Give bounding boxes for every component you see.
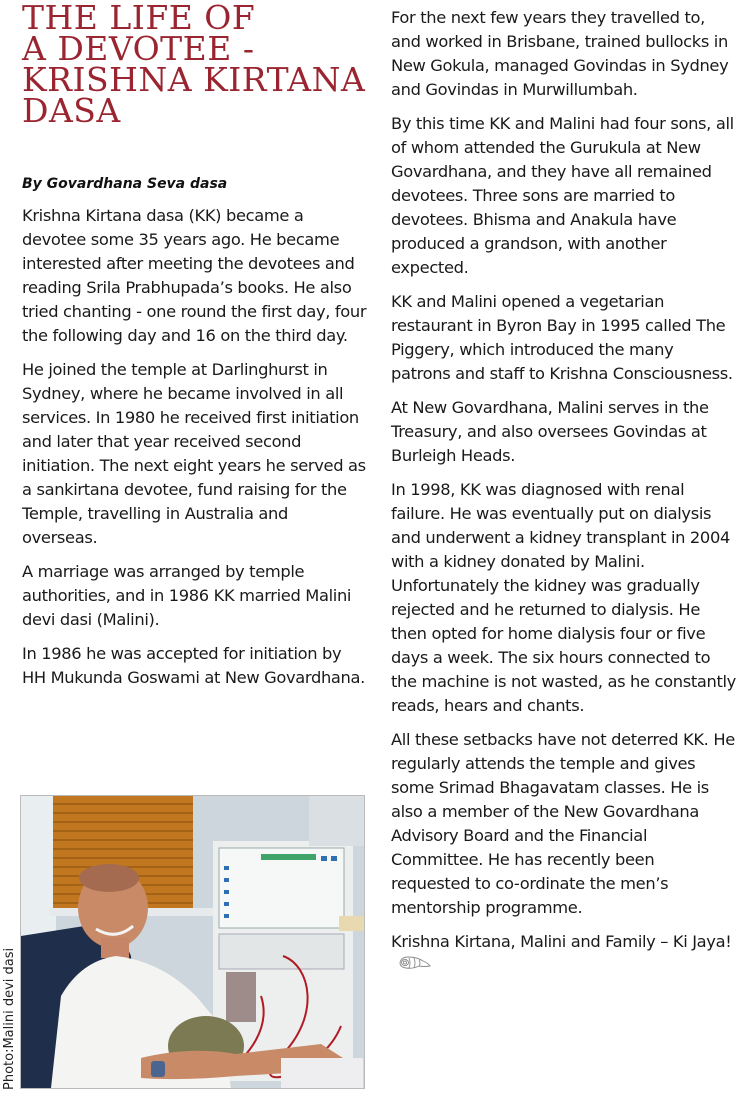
- byline: By Govardhana Seva dasa: [22, 176, 228, 192]
- right-column: [391, 6, 736, 989]
- closing-text: Krishna Kirtana, Malini and Family – Ki Jaya!: [391, 932, 732, 951]
- paragraph: By this time KK and Malini had four sons, all of whom attended the Gurukula at New Govardhana, and they have all remained devotees. Three sons are married to devotees. Bhisma and Anakula have produced a grandson, with another expected.: [391, 114, 734, 277]
- paragraph: Krishna Kirtana dasa (KK) became a devotee some 35 years ago. He became interested after meeting the devotees and reading Srila Prabhupada’s books. He also tried chanting - one round the first day, four the following day and 16 on the third day.: [22, 206, 367, 345]
- article-title: [22, 0, 372, 130]
- paragraph: KK and Malini opened a vegetarian restaurant in Byron Bay in 1995 called The Piggery, which introduced the many patrons and staff to Krishna Consciousness.: [391, 292, 733, 383]
- paragraph: For the next few years they travelled to, and worked in Brisbane, trained bullocks in New Gokula, managed Govindas in Sydney and Govindas in Murwillumbah.: [391, 8, 729, 99]
- paragraph: A marriage was arranged by temple authorities, and in 1986 KK married Malini devi dasi (Malini).: [22, 562, 352, 629]
- title-line-4: DASA: [22, 91, 121, 130]
- article-photo: [20, 795, 365, 1089]
- title-line-2: A DEVOTEE -: [22, 29, 255, 68]
- paragraph: In 1998, KK was diagnosed with renal failure. He was eventually put on dialysis and underwent a kidney transplant in 2004 with a kidney donated by Malini. Unfortunately the kidney was gradually rejected and he returned to dialysis. He then opted for home dialysis four or five days a week. The six hours connected to the machine is not wasted, as he constantly reads, hears and chants.: [391, 480, 736, 715]
- paragraph: All these setbacks have not deterred KK. He regularly attends the temple and gives some Srimad Bhagavatam classes. He is also a member of the New Govardhana Advisory Board and the Financial Committee. He has recently been requested to co-ordinate the men’s mentorship programme.: [391, 730, 735, 917]
- conch-shell-icon: [397, 954, 431, 979]
- paragraph: He joined the temple at Darlinghurst in Sydney, where he became involved in all services. In 1980 he received first initiation and later that year received second initiation. The next eight years he served as a sankirtana devotee, fund raising for the Temple, travelling in Australia and overseas.: [22, 360, 366, 547]
- left-column: [22, 204, 367, 700]
- photo-illustration: [21, 796, 364, 1088]
- paragraph: At New Govardhana, Malini serves in the Treasury, and also oversees Govindas at Burleigh Heads.: [391, 398, 709, 465]
- photo-credit: Photo:Malini devi dasi: [2, 947, 17, 1090]
- paragraph: In 1986 he was accepted for initiation by HH Mukunda Goswami at New Govardhana.: [22, 644, 365, 687]
- title-line-3: KRISHNA KIRTANA: [22, 60, 366, 99]
- closing-paragraph: [391, 930, 736, 979]
- title-line-1: THE LIFE OF: [22, 0, 256, 37]
